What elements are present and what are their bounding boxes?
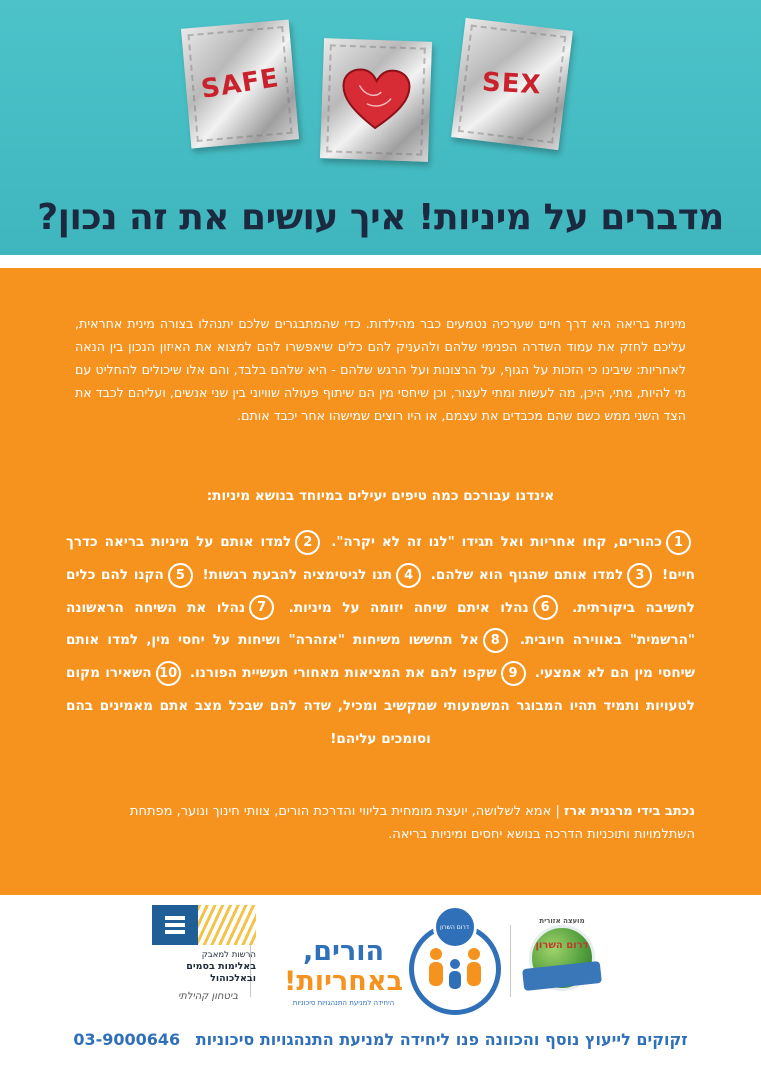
tip-text: תנו לגיטימציה להבעת רגשות!: [202, 566, 393, 583]
parents-title-line1: הורים,: [302, 936, 385, 967]
tip-number: 6: [533, 595, 558, 620]
tip-text: שקפו להם את המציאות מאחורי תעשיית הפורנו.: [189, 665, 497, 681]
packet-right-text: SEX: [481, 67, 543, 101]
tips-heading: אינדנו עבורכם כמה טיפים יעילים במיוחד בנושא מיניות:: [206, 488, 555, 504]
tip-text: כהורים, קחו אחריות ואל תגידו "לנו זה לא יקרה".: [331, 534, 663, 550]
tip-text: השאירו מקום לטעויות ותמיד תהיו המבוגר המשמעותי שמקשיב ומכיל, שדה להם שבכל מצב אתם מאמינים בהם וסומכים עליהם!: [66, 665, 695, 747]
contact-text: זקוקים לייעוץ נוסף והכוונה פנו ליחידה למניעת התנהגויות סיכוניות: [195, 1030, 688, 1049]
intro-paragraph: מיניות בריאה היא דרך חיים שערכיה נטמעים כבר מהילדות. כדי שהמתבגרים שלכם יתנהלו בצורה מינית אחראית, עליכם לחזק את עמוד השדרה הפנימי שלהם ולהעניק להם כלים שיאפשרו להם למצוא את האיזון הנכון בין הנאה לאחריות: שיבינו כי הזכות על הגוף, על הרצונות ועל הרגש שלהם - היא שלהם בלבד, והם אלו שיכולים להחליט עם מי להיות, מתי, היכן, מה לעשות ומתי לעצור, וכן שיחסי מין הם שיתוף פעולה שוויוני בין שני אנשים, ועליהם לכבד את הצד השני ממש כשם שהם מכבדים את עצמם, או היו רוצים שמישהו אחר יכבד אותם.: [75, 316, 686, 423]
tip-number: 1: [666, 530, 691, 555]
tip-text: הקנו להם כלים לחשיבה ביקורתית.: [66, 566, 696, 616]
tip-number: 4: [396, 563, 421, 588]
tips-list: [66, 526, 695, 755]
hero-banner: [0, 0, 761, 255]
tip-number: 5: [168, 563, 193, 588]
content-panel: [0, 268, 761, 895]
condom-packet-center: [320, 38, 432, 162]
authority-line1: הרשות למאבק: [201, 950, 256, 960]
parents-title: [279, 937, 409, 997]
authority-name: [152, 949, 256, 985]
council-logo: [521, 915, 603, 1005]
council-name: דרום השרון: [535, 940, 589, 951]
parents-logo: [284, 905, 501, 1015]
council-top-text: מועצה אזורית: [539, 917, 585, 925]
author-name: נכתב בידי מרגנית ארז: [563, 804, 695, 819]
page-title: מדברים על מיניות! איך עושים את זה נכון?: [37, 197, 724, 238]
condom-packet-right: [451, 18, 573, 150]
phone-number[interactable]: 03-9000646: [73, 1030, 181, 1049]
authority-stripes: [198, 905, 256, 945]
author-credit: [66, 800, 695, 846]
author-bio: | אמא לשלושה, יועצת מומחית בליווי והדרכת הורים, צוותי חינוך ונוער, מפתחת השתלמויות ותוכניות הדרכה בנושא יחסים ומיניות בריאה.: [129, 804, 695, 842]
condom-packet-left: [181, 20, 299, 149]
authority-emblem-icon: [152, 905, 198, 945]
authority-line3: ובאלכוהול: [210, 973, 256, 984]
authority-logo: [150, 905, 270, 1015]
authority-tagline: ביטחון קהילתי: [177, 991, 239, 1002]
tip-text: אל תחששו משיחות "אזהרה" ושיחות על יחסי מין, למדו אותם שיחסי מין הם לא אמצעי.: [66, 632, 695, 681]
contact-footer: [0, 1030, 761, 1049]
tip-text: למדו אותם על מיניות בריאה כדרך חיים!: [66, 534, 696, 583]
parents-title-line2: באחריות!: [284, 966, 403, 997]
heart-icon: [340, 67, 412, 133]
parents-badge: דרום השרון: [433, 905, 477, 949]
tip-number: 10: [156, 661, 181, 686]
tip-number: 7: [249, 595, 274, 620]
packet-left-text: SAFE: [198, 63, 282, 105]
tip-number: 2: [295, 530, 320, 555]
tip-number: 8: [483, 628, 508, 653]
tip-number: 9: [501, 661, 526, 686]
tip-number: 3: [627, 563, 652, 588]
sponsor-logos: [0, 895, 761, 1025]
tip-text: למדו אותם שהגוף הוא שלהם.: [430, 566, 624, 583]
authority-line2: באלימות בסמים: [186, 961, 256, 972]
parents-subtitle: היחידה למניעת התנהגויות סיכוניות: [292, 999, 395, 1007]
tip-text: נהלו איתם שיחה יזומה על מיניות.: [288, 599, 529, 616]
tip-text: נהלו את השיחה הראשונה "הרשמית" באווירה חיובית.: [66, 599, 695, 649]
